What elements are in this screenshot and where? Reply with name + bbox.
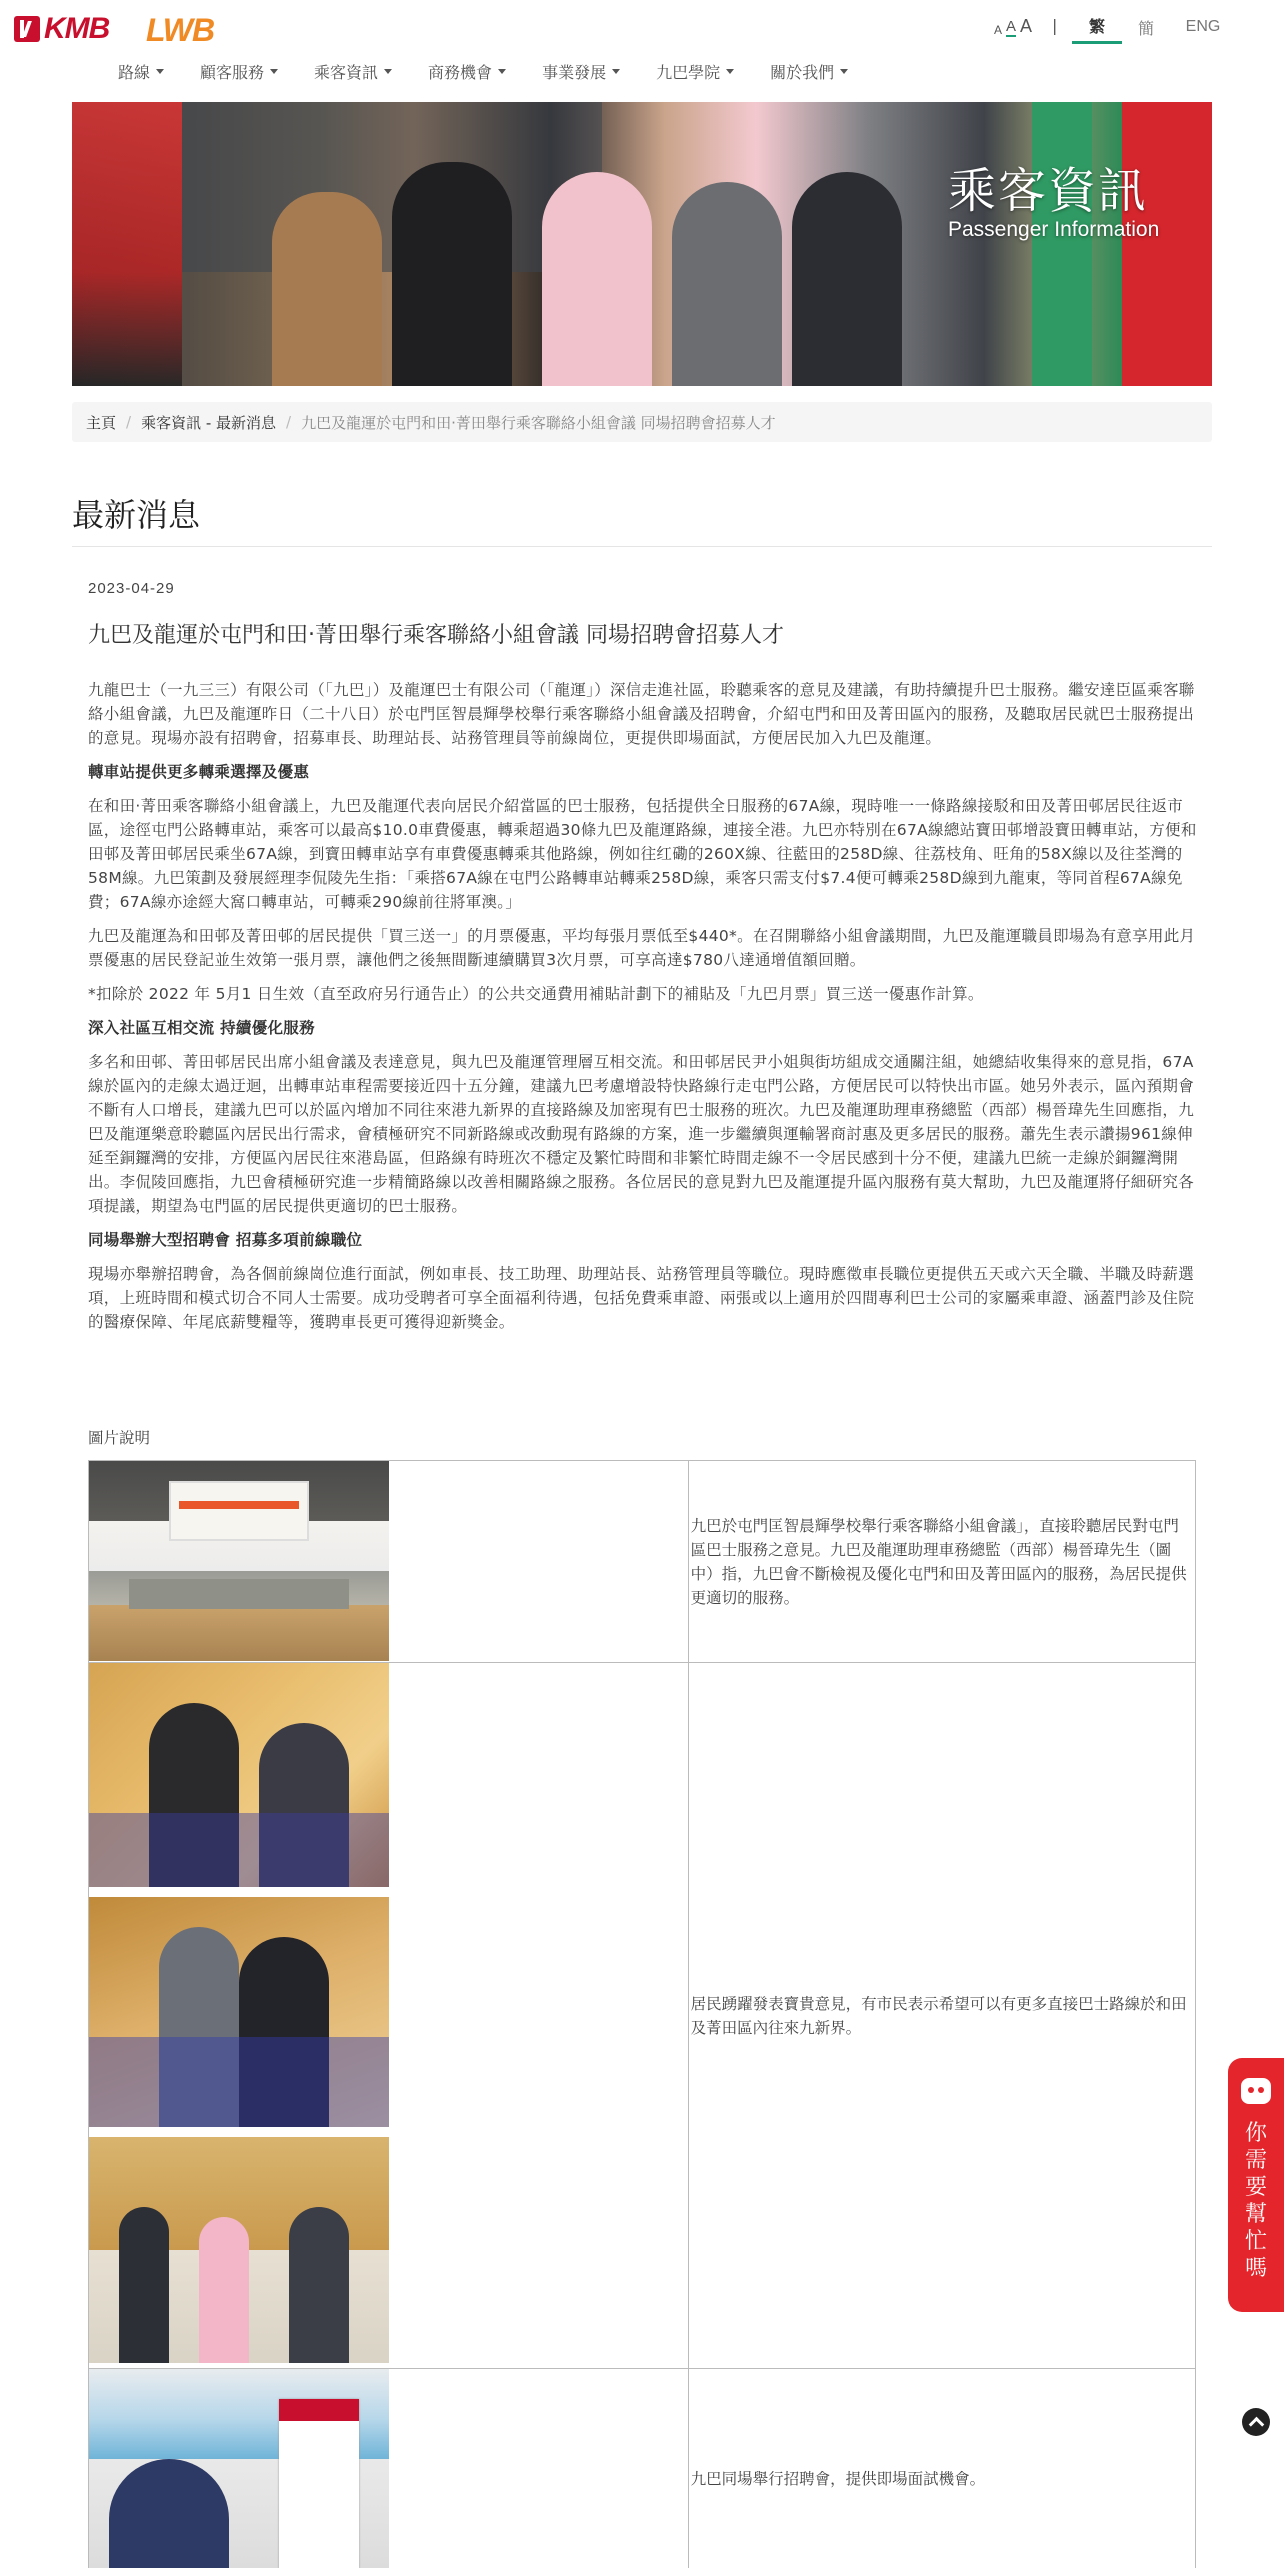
article-paragraph: 多名和田邨、菁田邨居民出席小組會議及表達意見，與九巴及龍運管理層互相交流。和田邨居民尹小姐與街坊組成交通關注組，她總結收集得來的意見指，67A線於區內的走線太過迂迴，出轉車站車程需要接近四十五分鐘，建議九巴考慮增設特快路線行走屯門公路，方便居民可以特快出市區。她另外表示，區內預期會不斷有人口增長，建議九巴可以於區內增加不同往來港九新界的直接路線及加密現有巴士服務的班次。九巴及龍運助理車務總監（西部）楊晉瑋先生回應指，九巴及龍運樂意聆聽區內居民出行需求，會積極研究不同新路線或改動現有路線的方案，進一步繼續與運輸署商討惠及更多居民的服務。蕭先生表示讚揚961線伸延至銅鑼灣的安排，方便區內居民往來港島區，但路線有時班次不穩定及繁忙時間和非繁忙時間走線不一令居民感到十分不便，建議九巴統一走線於銅鑼灣開出。李侃陵回應指，九巴會積極研究進一步精簡路線以改善相關路線之服務。各位居民的意見對九巴及龍運提升區內服務有莫大幫助，九巴及龍運將仔細研究各項提議，期望為屯門區的居民提供更適切的巴士服務。 <box>88 1053 1195 1215</box>
photo-detail <box>129 1579 349 1609</box>
caret-down-icon <box>612 69 620 74</box>
banner-title: 乘客資訊 <box>948 163 1149 219</box>
main-nav <box>100 60 866 83</box>
photo-cell <box>89 1461 689 1663</box>
banner-pillar <box>1032 102 1092 386</box>
title-divider <box>72 546 1212 547</box>
caret-down-icon <box>726 69 734 74</box>
meeting-photo[interactable] <box>89 1461 389 1661</box>
nav-routes[interactable] <box>100 60 182 83</box>
article-subheading: 轉車站提供更多轉乘選擇及優惠 <box>88 763 310 781</box>
font-size-medium[interactable]: A <box>1006 18 1017 35</box>
article-date: 2023-04-29 <box>88 580 175 597</box>
nav-customer-service[interactable] <box>182 60 296 83</box>
banner-bus-right <box>1122 102 1212 386</box>
breadcrumb-separator: / <box>286 413 292 431</box>
breadcrumb-current: 九巴及龍運於屯門和田‧菁田舉行乘客聯絡小組會議 同場招聘會招募人才 <box>301 413 776 432</box>
recruitment-photo[interactable] <box>89 2369 389 2568</box>
header-separator: | <box>1052 16 1058 35</box>
lang-simplified[interactable]: 簡 <box>1137 18 1154 38</box>
nav-label: 事業發展 <box>542 63 607 82</box>
photo-caption-label: 圖片說明 <box>88 1429 151 1447</box>
residents-photo[interactable] <box>89 1663 389 1887</box>
caret-down-icon <box>498 69 506 74</box>
font-size-switcher <box>994 16 1032 37</box>
article-footnote: *扣除於 2022 年 5月1 日生效（直至政府另行通告止）的公共交通費用補貼計劃下的補貼及「九巴月票」買三送一優惠作計算。 <box>88 985 984 1003</box>
back-to-top-icon[interactable] <box>1242 2408 1270 2436</box>
photo-caption: 九巴同場舉行招聘會，提供即場面試機會。 <box>688 2369 1195 2568</box>
banner-person <box>672 182 782 386</box>
lwb-logo[interactable]: LWB <box>146 12 215 48</box>
caret-down-icon <box>156 69 164 74</box>
residents-photo[interactable] <box>89 1897 389 2127</box>
photo-table <box>88 1460 1196 2568</box>
kmb-logo[interactable] <box>14 12 109 46</box>
article-paragraph: 在和田‧菁田乘客聯絡小組會議上，九巴及龍運代表向居民介紹當區的巴士服務，包括提供全日服務的67A線，現時唯一一條路線接駁和田及菁田邨居民往返市區，途徑屯門公路轉車站，乘客可以最高$10.0車費優惠，轉乘超過30條九巴及龍運路線，連接全港。九巴亦特別在67A線總站寶田邨增設寶田轉車站，方便和田邨及菁田邨居民乘坐67A線，到寶田轉車站享有車費優惠轉乘其他路線，例如往红磡的260X線、往藍田的258D線、往荔枝角、旺角的58X線以及往荃灣的58M線。九巴策劃及發展經理李侃陵先生指：「乘搭67A線在屯門公路轉車站轉乘258D線，乘客只需支付$7.4便可轉乘258D線到九龍東，等同首程67A線免費；67A線亦途經大窩口轉車站，可轉乘290線前往將軍澳。」 <box>88 797 1197 911</box>
article-title: 九巴及龍運於屯門和田‧菁田舉行乘客聯絡小組會議 同場招聘會招募人才 <box>88 623 784 648</box>
lang-traditional[interactable]: 繁 <box>1072 10 1122 44</box>
photo-detail <box>119 2207 169 2363</box>
nav-label: 九巴學院 <box>656 63 721 82</box>
help-label: 你需要幫忙嗎 <box>1244 2121 1267 2281</box>
article-body <box>88 678 1198 1344</box>
article-paragraph: 九龍巴士（一九三三）有限公司（「九巴」）及龍運巴士有限公司（「龍運」）深信走進社區，聆聽乘客的意見及建議，有助持續提升巴士服務。繼安達臣區乘客聯絡小組會議，九巴及龍運昨日（二十八日）於屯門匡智晨輝學校舉行乘客聯絡小組會議及招聘會，介紹屯門和田及菁田區內的服務，及聽取居民就巴士服務提出的意見。現場亦設有招聘會，招募車長、助理站長、站務管理員等前線崗位，更提供即場面試，方便居民加入九巴及龍運。 <box>88 681 1195 747</box>
kmb-logo-text: KMB <box>44 12 110 45</box>
banner-bus <box>72 102 182 386</box>
font-size-small[interactable]: A <box>994 23 1003 37</box>
photo-detail <box>169 1481 309 1541</box>
help-chat-button[interactable] <box>1228 2058 1284 2312</box>
breadcrumb-home[interactable]: 主頁 <box>86 413 117 432</box>
breadcrumb <box>72 402 1212 442</box>
page-title: 最新消息 <box>72 496 201 534</box>
article-subheading: 同場舉辦大型招聘會 招募多項前線職位 <box>88 1231 363 1249</box>
nav-label: 商務機會 <box>428 63 493 82</box>
nav-academy[interactable] <box>638 60 752 83</box>
photo-row <box>89 1663 1196 2369</box>
font-size-large[interactable]: A <box>1020 16 1033 36</box>
banner-person <box>792 172 902 386</box>
banner-person <box>392 162 512 386</box>
article-subheading: 深入社區互相交流 持續優化服務 <box>88 1019 315 1037</box>
banner-person <box>542 172 652 386</box>
nav-label: 路線 <box>118 63 151 82</box>
photo-detail <box>199 2217 249 2363</box>
photo-detail <box>89 2037 389 2127</box>
lang-english[interactable]: ENG <box>1185 18 1221 35</box>
article-paragraph: 九巴及龍運為和田邨及菁田邨的居民提供「買三送一」的月票優惠，平均每張月票低至$440*。在召開聯絡小組會議期間，九巴及龍運職員即場為有意享用此月票優惠的居民登記並生效第一張月票，讓他們之後無間斷連續購買3次月票，可享高達$780八達通增值額回贈。 <box>88 927 1196 969</box>
nav-business[interactable] <box>410 60 524 83</box>
caret-down-icon <box>840 69 848 74</box>
banner-person <box>272 192 382 386</box>
nav-passenger-info[interactable] <box>296 60 410 83</box>
article-paragraph: 現場亦舉辦招聘會，為各個前線崗位進行面試，例如車長、技工助理、助理站長、站務管理員等職位。現時應徵車長職位更提供五天或六天全職、半職及時薪選項，上班時間和模式切合不同人士需要。成功受聘者可享全面福利待遇，包括免費乘車證、兩張或以上適用於四間專利巴士公司的家屬乘車證、涵蓋門診及住院的醫療保障、年尾底薪雙糧等，獲聘車長更可獲得迎新獎金。 <box>88 1265 1195 1331</box>
nav-label: 關於我們 <box>770 63 835 82</box>
photo-detail <box>109 2459 229 2568</box>
nav-careers[interactable] <box>524 60 638 83</box>
banner-subtitle: Passenger Information <box>948 218 1160 241</box>
photo-caption: 居民踴躍發表寶貴意見，有市民表示希望可以有更多直接巴士路線於和田及菁田區內往來九新界。 <box>688 1663 1195 2369</box>
photo-caption: 九巴於屯門匡智晨輝學校舉行乘客聯絡小組會議」，直接聆聽居民對屯門區巴士服務之意見。九巴及龍運助理車務總監（西部）楊晉瑋先生（圖中）指，九巴會不斷檢視及優化屯門和田及菁田區內的服務，為居民提供更適切的服務。 <box>688 1461 1195 1663</box>
photo-detail <box>89 1813 389 1887</box>
breadcrumb-section[interactable]: 乘客資訊 - 最新消息 <box>141 413 277 432</box>
nav-label: 顧客服務 <box>200 63 265 82</box>
nav-about[interactable] <box>752 60 866 83</box>
photo-row <box>89 1461 1196 1663</box>
photo-detail <box>279 2399 359 2568</box>
photo-cell <box>89 1663 689 2369</box>
photo-cell <box>89 2369 689 2568</box>
photo-detail <box>289 2207 349 2363</box>
photo-row <box>89 2369 1196 2568</box>
breadcrumb-separator: / <box>126 413 132 431</box>
caret-down-icon <box>270 69 278 74</box>
site-header <box>0 0 1284 100</box>
robot-icon <box>1241 2078 1271 2104</box>
residents-photo[interactable] <box>89 2137 389 2363</box>
caret-down-icon <box>384 69 392 74</box>
kmb-logo-icon <box>14 16 40 42</box>
hero-banner <box>72 102 1212 386</box>
nav-label: 乘客資訊 <box>314 63 379 82</box>
